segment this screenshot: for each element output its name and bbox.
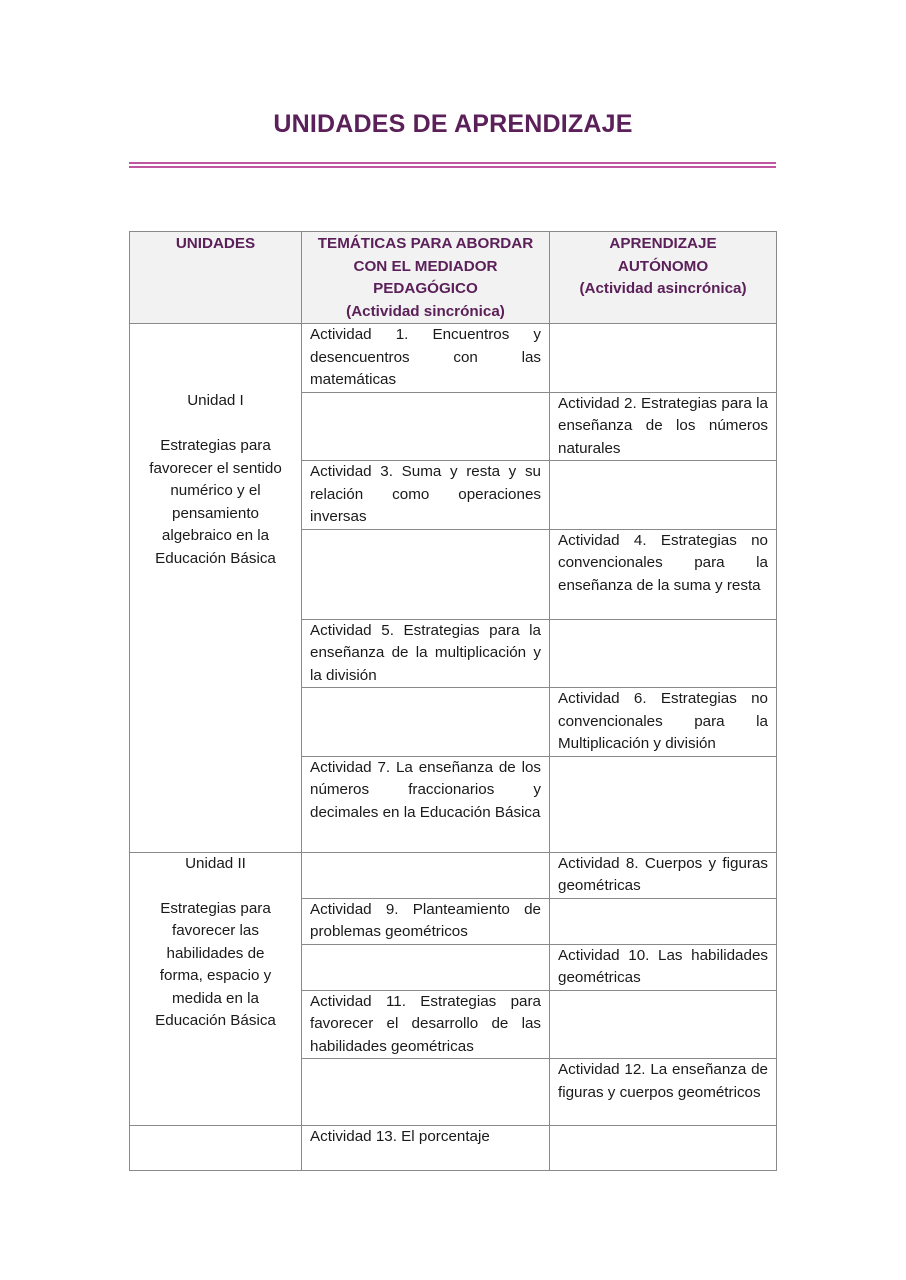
unit-2-name: Unidad II xyxy=(185,854,246,872)
header-autonomous-learning: APRENDIZAJE AUTÓNOMO (Actividad asincrónica) xyxy=(550,232,777,324)
activity-2: Actividad 2. Estrategias para la enseñanza de los números naturales xyxy=(550,392,777,461)
empty-cell xyxy=(550,756,777,852)
activity-10: Actividad 10. Las habilidades geométricas xyxy=(550,944,777,990)
activity-11: Actividad 11. Estrategias para favorecer el desarrollo de las habilidades geométricas xyxy=(302,990,550,1059)
empty-cell xyxy=(302,529,550,619)
empty-cell xyxy=(550,619,777,688)
empty-cell xyxy=(302,944,550,990)
unit-1-cell xyxy=(130,324,302,853)
activity-8: Actividad 8. Cuerpos y figuras geométricas xyxy=(550,852,777,898)
activity-4: Actividad 4. Estrategias no convencionales para la enseñanza de la suma y resta xyxy=(550,529,777,619)
title-divider xyxy=(129,162,776,168)
unit-1-name: Unidad I xyxy=(187,392,244,409)
activity-5: Actividad 5. Estrategias para la enseñanza de la multiplicación y la división xyxy=(302,619,550,688)
empty-cell xyxy=(302,392,550,461)
table-row xyxy=(130,324,777,393)
empty-cell xyxy=(550,461,777,530)
activity-3: Actividad 3. Suma y resta y su relación como operaciones inversas xyxy=(302,461,550,530)
activity-13: Actividad 13. El porcentaje xyxy=(302,1126,550,1171)
empty-cell xyxy=(550,898,777,944)
empty-cell xyxy=(550,324,777,393)
activity-7: Actividad 7. La enseñanza de los números fraccionarios y decimales en la Educación Básica xyxy=(302,756,550,852)
unit-1-description: Estrategias para favorecer el sentido numérico y el pensamiento algebraico en la Educación Básica xyxy=(149,437,282,567)
learning-units-table xyxy=(129,231,777,1171)
unit-2-description: Estrategias para favorecer las habilidades de forma, espacio y medida en la Educación Básica xyxy=(155,899,276,1029)
header-units: UNIDADES xyxy=(130,232,302,324)
empty-cell xyxy=(550,1126,777,1171)
empty-cell xyxy=(302,1059,550,1126)
empty-cell xyxy=(302,852,550,898)
header-synchronous-topics: TEMÁTICAS PARA ABORDAR CON EL MEDIADOR PEDAGÓGICO (Actividad sincrónica) xyxy=(302,232,550,324)
activity-6: Actividad 6. Estrategias no convencionales para la Multiplicación y división xyxy=(550,688,777,757)
empty-cell xyxy=(130,1126,302,1171)
unit-2-cell xyxy=(130,852,302,1126)
table-header-row xyxy=(130,232,777,324)
table-row xyxy=(130,1126,777,1171)
activity-1: Actividad 1. Encuentros y desencuentros con las matemáticas xyxy=(302,324,550,393)
page-title: UNIDADES DE APRENDIZAJE xyxy=(273,110,633,138)
empty-cell xyxy=(550,990,777,1059)
table-row xyxy=(130,852,777,898)
activity-9: Actividad 9. Planteamiento de problemas geométricos xyxy=(302,898,550,944)
empty-cell xyxy=(302,688,550,757)
activity-12: Actividad 12. La enseñanza de figuras y cuerpos geométricos xyxy=(550,1059,777,1126)
